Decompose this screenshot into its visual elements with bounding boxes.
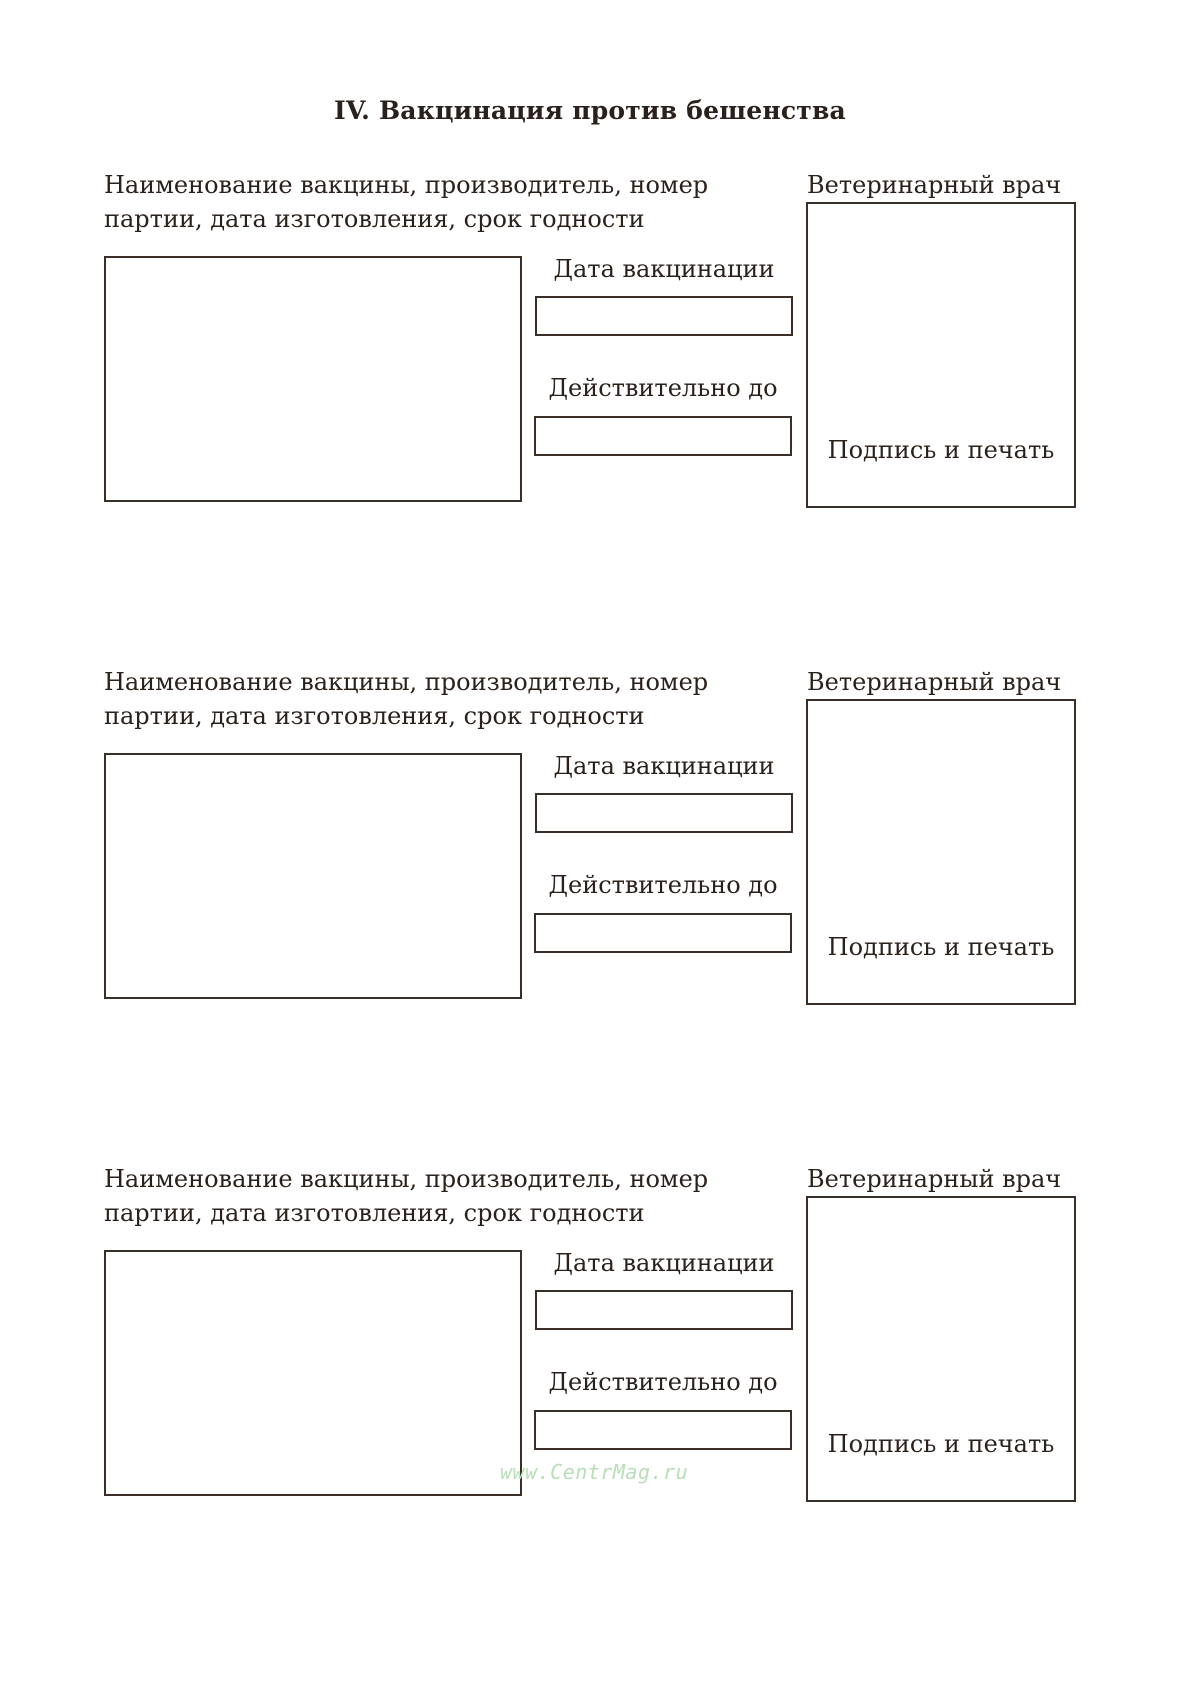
vaccination-record-1	[0, 168, 1200, 568]
page-title: IV. Вакцинация против бешенства	[334, 96, 846, 125]
watermark: www.CentrMag.ru	[500, 1460, 689, 1484]
vaccination-date-field[interactable]	[535, 793, 793, 833]
vaccination-date-label: Дата вакцинации	[553, 255, 775, 283]
signature-label: Подпись и печать	[827, 933, 1055, 961]
valid-until-field[interactable]	[534, 416, 792, 456]
vaccine-info-box[interactable]	[104, 1250, 522, 1496]
vaccine-info-label: Наименование вакцины, производитель, номер партии, дата изготовления, срок годности	[104, 171, 709, 233]
valid-until-label: Действительно до	[548, 374, 778, 402]
vet-label: Ветеринарный врач	[807, 1165, 1062, 1193]
vaccination-date-label: Дата вакцинации	[553, 1249, 775, 1277]
vaccine-info-label: Наименование вакцины, производитель, номер партии, дата изготовления, срок годности	[104, 668, 709, 730]
signature-label: Подпись и печать	[827, 436, 1055, 464]
vaccination-date-field[interactable]	[535, 296, 793, 336]
vaccination-date-label: Дата вакцинации	[553, 752, 775, 780]
vet-label: Ветеринарный врач	[807, 668, 1062, 696]
valid-until-label: Действительно до	[548, 1368, 778, 1396]
vet-label: Ветеринарный врач	[807, 171, 1062, 199]
vaccine-info-label: Наименование вакцины, производитель, номер партии, дата изготовления, срок годности	[104, 1165, 709, 1227]
valid-until-label: Действительно до	[548, 871, 778, 899]
signature-label: Подпись и печать	[827, 1430, 1055, 1458]
vaccine-info-box[interactable]	[104, 753, 522, 999]
vaccination-record-3	[0, 1162, 1200, 1562]
valid-until-field[interactable]	[534, 1410, 792, 1450]
valid-until-field[interactable]	[534, 913, 792, 953]
vaccination-record-2	[0, 665, 1200, 1065]
vaccine-info-box[interactable]	[104, 256, 522, 502]
vaccination-date-field[interactable]	[535, 1290, 793, 1330]
